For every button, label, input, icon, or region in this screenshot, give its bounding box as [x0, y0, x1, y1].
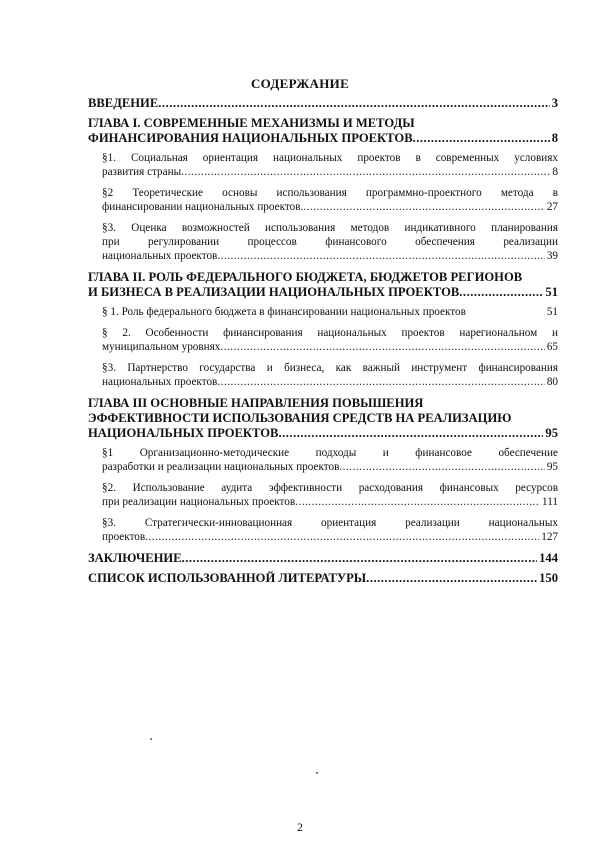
toc-entry-introduction[interactable]	[88, 96, 558, 111]
toc-page-number: 51	[545, 285, 558, 299]
toc-entry-label: при реализации национальных проектов	[102, 496, 296, 508]
toc-page-number: 95	[545, 426, 558, 440]
toc-entry-section-1-1[interactable]	[102, 151, 558, 179]
dot-leader	[339, 460, 544, 474]
toc-page-number: 144	[539, 551, 558, 565]
toc-entry-line: §3. Оценка возможностей использования методов индикативного планирования	[102, 222, 558, 234]
toc-entry-line: § 2. Особенности финансирования национальных проектов нарегиональном и	[102, 327, 558, 339]
toc-entry-label: проектов	[102, 531, 146, 543]
dot-leader	[181, 165, 550, 179]
toc-entry-line: при регулировании процессов финансового обеспечения реализации	[102, 236, 558, 248]
toc-entry-label: И БИЗНЕСА В РЕАЛИЗАЦИИ НАЦИОНАЛЬНЫХ ПРОЕКТОВ	[88, 285, 460, 299]
toc-page-number: 80	[546, 376, 558, 388]
dot-leader	[278, 426, 543, 441]
toc-entry-section-1-2[interactable]	[102, 186, 558, 214]
toc-entry-conclusion[interactable]	[88, 551, 558, 566]
toc-entry-chapter-1[interactable]	[88, 116, 558, 146]
toc-entry-line: §3. Партнерство государства и бизнеса, как важный инструмент финансирования	[102, 362, 558, 374]
toc-entry-label: ЗАКЛЮЧЕНИЕ	[88, 551, 182, 565]
toc-entry-label: § 1. Роль федерального бюджета в финансировании национальных проектов	[102, 306, 466, 318]
dot-leader	[220, 340, 544, 354]
toc-entry-section-3-1[interactable]	[102, 446, 558, 474]
toc-page-number: 51	[546, 306, 558, 318]
toc-entry-chapter-3[interactable]	[88, 396, 558, 441]
toc-entry-line: §2. Использование аудита эффективности расходования финансовых ресурсов	[102, 482, 558, 494]
toc-entry-label: финансировании национальных проектов.	[102, 201, 304, 213]
dot-leader	[459, 285, 543, 300]
toc-title: СОДЕРЖАНИЕ	[250, 76, 350, 91]
toc-entry-label: ВВЕДЕНИЕ	[88, 96, 159, 110]
dot-leader	[217, 375, 544, 389]
toc-entry-section-2-2[interactable]	[102, 326, 558, 354]
table-of-contents	[88, 96, 558, 591]
toc-entry-section-3-2[interactable]	[102, 481, 558, 509]
toc-entry-label: развития страны	[102, 166, 182, 178]
toc-entry-line: ЭФФЕКТИВНОСТИ ИСПОЛЬЗОВАНИЯ СРЕДСТВ НА РЕАЛИЗАЦИЮ	[88, 411, 512, 425]
toc-entry-line: §2 Теоретические основы использования программно-проектного метода в	[102, 187, 558, 199]
toc-entry-line: ГЛАВА II. РОЛЬ ФЕДЕРАЛЬНОГО БЮДЖЕТА, БЮДЖЕТОВ РЕГИОНОВ	[88, 270, 523, 284]
toc-entry-label: СПИСОК ИСПОЛЬЗОВАННОЙ ЛИТЕРАТУРЫ	[88, 571, 367, 585]
toc-page-number: 8	[551, 131, 558, 145]
dot-leader	[366, 571, 537, 586]
toc-entry-line: ГЛАВА III ОСНОВНЫЕ НАПРАВЛЕНИЯ ПОВЫШЕНИЯ	[88, 396, 424, 410]
toc-page-number: 111	[542, 496, 558, 508]
toc-entry-bibliography[interactable]	[88, 571, 558, 586]
dot-leader	[217, 249, 544, 263]
toc-entry-chapter-2[interactable]	[88, 270, 558, 300]
toc-entry-section-1-3[interactable]	[102, 221, 558, 263]
toc-entry-line: §1 Организационно-методические подходы и финансовое обеспечение	[102, 447, 558, 459]
toc-entry-label: национальных проектов	[102, 376, 218, 388]
toc-page-number: 150	[539, 571, 558, 585]
dot-leader	[413, 131, 550, 146]
toc-entry-label: муниципальном уровнях	[102, 341, 221, 353]
toc-page-number: 3	[551, 96, 558, 110]
scan-speck	[150, 738, 152, 740]
dot-leader	[303, 200, 545, 214]
dot-leader	[145, 530, 539, 544]
toc-page-number: 27	[546, 201, 558, 213]
toc-entry-label: разработки и реализации национальных проектов	[102, 461, 340, 473]
toc-entry-label: ФИНАНСИРОВАНИЯ НАЦИОНАЛЬНЫХ ПРОЕКТОВ	[88, 131, 413, 145]
toc-entry-line: §1. Социальная ориентация национальных проектов в современных условиях	[102, 152, 558, 164]
toc-entry-line: ГЛАВА I. СОВРЕМЕННЫЕ МЕХАНИЗМЫ И МЕТОДЫ	[88, 116, 415, 130]
toc-page-number: 95	[546, 461, 558, 473]
toc-entry-section-2-3[interactable]	[102, 361, 558, 389]
toc-entry-section-3-3[interactable]	[102, 516, 558, 544]
toc-entry-label: НАЦИОНАЛЬНЫХ ПРОЕКТОВ	[88, 426, 279, 440]
toc-page-number: 127	[541, 531, 558, 543]
toc-page-number: 39	[546, 250, 558, 262]
toc-entry-section-2-1[interactable]	[102, 305, 558, 319]
toc-page-number: 65	[546, 341, 558, 353]
dot-leader	[295, 495, 540, 509]
scan-speck	[316, 772, 318, 774]
toc-entry-line: §3. Стратегически-инновационная ориентация реализации национальных	[102, 517, 558, 529]
toc-page-number: 8	[552, 166, 558, 178]
toc-entry-label: национальных проектов	[102, 250, 218, 262]
page-number: 2	[297, 820, 303, 834]
dot-leader	[182, 551, 538, 566]
dot-leader	[158, 96, 549, 111]
